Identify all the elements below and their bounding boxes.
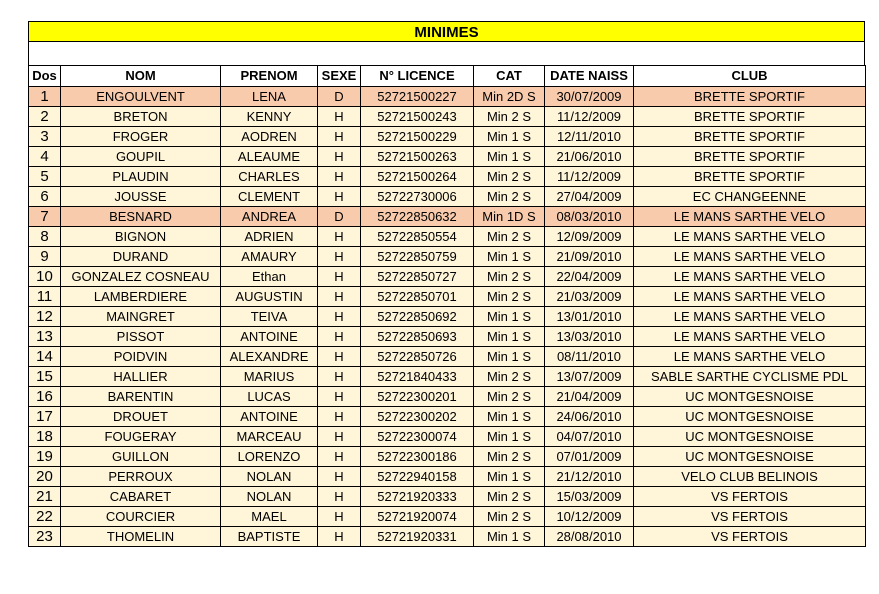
cell-prenom[interactable]: LUCAS <box>221 387 318 407</box>
cell-licence[interactable]: 52722850727 <box>361 267 474 287</box>
cell-licence[interactable]: 52722850554 <box>361 227 474 247</box>
cell-club[interactable]: BRETTE SPORTIF <box>634 87 866 107</box>
cell-date[interactable]: 07/01/2009 <box>545 447 634 467</box>
cell-club[interactable]: UC MONTGESNOISE <box>634 407 866 427</box>
cell-dos[interactable]: 7 <box>29 207 61 227</box>
table-row <box>29 387 866 407</box>
cell-cat[interactable]: Min 1 S <box>474 347 545 367</box>
cell-prenom[interactable]: ANTOINE <box>221 327 318 347</box>
cell-dos[interactable]: 15 <box>29 367 61 387</box>
cell-club[interactable]: BRETTE SPORTIF <box>634 107 866 127</box>
cell-prenom[interactable]: CLEMENT <box>221 187 318 207</box>
cell-club[interactable]: VS FERTOIS <box>634 527 866 547</box>
cell-sexe[interactable]: H <box>318 187 361 207</box>
cell-dos[interactable]: 9 <box>29 247 61 267</box>
cell-prenom[interactable]: ANTOINE <box>221 407 318 427</box>
cell-cat[interactable]: Min 1 S <box>474 467 545 487</box>
cell-nom[interactable]: DURAND <box>61 247 221 267</box>
table-row <box>29 347 866 367</box>
cell-licence[interactable]: 52722940158 <box>361 467 474 487</box>
cell-date[interactable]: 13/03/2010 <box>545 327 634 347</box>
cell-prenom[interactable]: TEIVA <box>221 307 318 327</box>
cell-date[interactable]: 21/12/2010 <box>545 467 634 487</box>
cell-nom[interactable]: GOUPIL <box>61 147 221 167</box>
cell-dos[interactable]: 21 <box>29 487 61 507</box>
cell-licence[interactable]: 52721500263 <box>361 147 474 167</box>
cell-nom[interactable]: BARENTIN <box>61 387 221 407</box>
cell-licence[interactable]: 52722850632 <box>361 207 474 227</box>
cell-date[interactable]: 12/09/2009 <box>545 227 634 247</box>
header-club[interactable]: CLUB <box>634 66 866 87</box>
cell-club[interactable]: BRETTE SPORTIF <box>634 167 866 187</box>
cell-nom[interactable]: COURCIER <box>61 507 221 527</box>
cell-cat[interactable]: Min 2 S <box>474 167 545 187</box>
cell-club[interactable]: LE MANS SARTHE VELO <box>634 347 866 367</box>
cell-date[interactable]: 10/12/2009 <box>545 507 634 527</box>
cell-sexe[interactable]: H <box>318 167 361 187</box>
cell-prenom[interactable]: MAEL <box>221 507 318 527</box>
cell-dos[interactable]: 5 <box>29 167 61 187</box>
cell-cat[interactable]: Min 1 S <box>474 127 545 147</box>
cell-nom[interactable]: ENGOULVENT <box>61 87 221 107</box>
cell-date[interactable]: 15/03/2009 <box>545 487 634 507</box>
cell-cat[interactable]: Min 2 S <box>474 367 545 387</box>
cell-cat[interactable]: Min 2 S <box>474 487 545 507</box>
cell-prenom[interactable]: ANDREA <box>221 207 318 227</box>
cell-prenom[interactable]: MARIUS <box>221 367 318 387</box>
cell-licence[interactable]: 52722850759 <box>361 247 474 267</box>
cell-date[interactable]: 30/07/2009 <box>545 87 634 107</box>
cell-licence[interactable]: 52721500264 <box>361 167 474 187</box>
cell-cat[interactable]: Min 2 S <box>474 227 545 247</box>
table-row <box>29 327 866 347</box>
sheet-title[interactable]: MINIMES <box>28 21 865 42</box>
cell-licence[interactable]: 52721920074 <box>361 507 474 527</box>
cell-sexe[interactable]: D <box>318 87 361 107</box>
cell-club[interactable]: SABLE SARTHE CYCLISME PDL <box>634 367 866 387</box>
table-body <box>29 87 866 547</box>
cell-date[interactable]: 22/04/2009 <box>545 267 634 287</box>
cell-prenom[interactable]: NOLAN <box>221 487 318 507</box>
cell-sexe[interactable]: H <box>318 147 361 167</box>
cell-club[interactable]: LE MANS SARTHE VELO <box>634 267 866 287</box>
cell-date[interactable]: 24/06/2010 <box>545 407 634 427</box>
cell-prenom[interactable]: LORENZO <box>221 447 318 467</box>
cell-prenom[interactable]: MARCEAU <box>221 427 318 447</box>
cell-licence[interactable]: 52722300201 <box>361 387 474 407</box>
cell-prenom[interactable]: AUGUSTIN <box>221 287 318 307</box>
cell-licence[interactable]: 52722850692 <box>361 307 474 327</box>
cell-sexe[interactable]: H <box>318 127 361 147</box>
cell-sexe[interactable]: H <box>318 527 361 547</box>
cell-date[interactable]: 13/01/2010 <box>545 307 634 327</box>
cell-sexe[interactable]: D <box>318 207 361 227</box>
cell-nom[interactable]: FROGER <box>61 127 221 147</box>
cell-nom[interactable]: POIDVIN <box>61 347 221 367</box>
cell-date[interactable]: 28/08/2010 <box>545 527 634 547</box>
cell-date[interactable]: 21/09/2010 <box>545 247 634 267</box>
header-sexe[interactable]: SEXE <box>318 66 361 87</box>
table-row <box>29 227 866 247</box>
cell-nom[interactable]: PISSOT <box>61 327 221 347</box>
cell-sexe[interactable]: H <box>318 407 361 427</box>
cell-licence[interactable]: 52722300202 <box>361 407 474 427</box>
cell-sexe[interactable]: H <box>318 267 361 287</box>
cell-licence[interactable]: 52721920331 <box>361 527 474 547</box>
table-row <box>29 467 866 487</box>
cell-licence[interactable]: 52721500227 <box>361 87 474 107</box>
cell-cat[interactable]: Min 1 S <box>474 527 545 547</box>
cell-club[interactable]: VS FERTOIS <box>634 507 866 527</box>
cell-prenom[interactable]: NOLAN <box>221 467 318 487</box>
cell-sexe[interactable]: H <box>318 107 361 127</box>
cell-licence[interactable]: 52722850726 <box>361 347 474 367</box>
cell-prenom[interactable]: AODREN <box>221 127 318 147</box>
cell-sexe[interactable]: H <box>318 307 361 327</box>
cell-club[interactable]: LE MANS SARTHE VELO <box>634 247 866 267</box>
cell-cat[interactable]: Min 2 S <box>474 447 545 467</box>
cell-sexe[interactable]: H <box>318 447 361 467</box>
cell-nom[interactable]: PERROUX <box>61 467 221 487</box>
cell-dos[interactable]: 17 <box>29 407 61 427</box>
cell-club[interactable]: VS FERTOIS <box>634 487 866 507</box>
table-row <box>29 507 866 527</box>
cell-sexe[interactable]: H <box>318 507 361 527</box>
cell-licence[interactable]: 52721500243 <box>361 107 474 127</box>
cell-dos[interactable]: 10 <box>29 267 61 287</box>
cell-sexe[interactable]: H <box>318 427 361 447</box>
cell-dos[interactable]: 20 <box>29 467 61 487</box>
cell-cat[interactable]: Min 2 S <box>474 507 545 527</box>
cell-dos[interactable]: 13 <box>29 327 61 347</box>
cell-nom[interactable]: THOMELIN <box>61 527 221 547</box>
cell-dos[interactable]: 3 <box>29 127 61 147</box>
header-cat[interactable]: CAT <box>474 66 545 87</box>
cell-date[interactable]: 13/07/2009 <box>545 367 634 387</box>
cell-club[interactable]: LE MANS SARTHE VELO <box>634 227 866 247</box>
cell-cat[interactable]: Min 2 S <box>474 187 545 207</box>
table-row <box>29 427 866 447</box>
cell-prenom[interactable]: AMAURY <box>221 247 318 267</box>
cell-dos[interactable]: 1 <box>29 87 61 107</box>
cell-prenom[interactable]: LENA <box>221 87 318 107</box>
cell-nom[interactable]: GUILLON <box>61 447 221 467</box>
cell-sexe[interactable]: H <box>318 227 361 247</box>
cell-cat[interactable]: Min 1 S <box>474 327 545 347</box>
cell-nom[interactable]: BIGNON <box>61 227 221 247</box>
cell-sexe[interactable]: H <box>318 247 361 267</box>
header-nom[interactable]: NOM <box>61 66 221 87</box>
cell-dos[interactable]: 18 <box>29 427 61 447</box>
cell-club[interactable]: BRETTE SPORTIF <box>634 127 866 147</box>
cell-dos[interactable]: 2 <box>29 107 61 127</box>
cell-prenom[interactable]: CHARLES <box>221 167 318 187</box>
cell-licence[interactable]: 52722300186 <box>361 447 474 467</box>
cell-prenom[interactable]: BAPTISTE <box>221 527 318 547</box>
table-row <box>29 207 866 227</box>
results-table <box>28 65 866 547</box>
table-row <box>29 87 866 107</box>
cell-club[interactable]: UC MONTGESNOISE <box>634 427 866 447</box>
cell-club[interactable]: EC CHANGEENNE <box>634 187 866 207</box>
cell-nom[interactable]: MAINGRET <box>61 307 221 327</box>
cell-cat[interactable]: Min 1 S <box>474 247 545 267</box>
cell-club[interactable]: VELO CLUB BELINOIS <box>634 467 866 487</box>
cell-prenom[interactable]: ALEAUME <box>221 147 318 167</box>
cell-date[interactable]: 08/03/2010 <box>545 207 634 227</box>
cell-dos[interactable]: 12 <box>29 307 61 327</box>
cell-sexe[interactable]: H <box>318 467 361 487</box>
cell-club[interactable]: LE MANS SARTHE VELO <box>634 207 866 227</box>
table-row <box>29 267 866 287</box>
table-row <box>29 107 866 127</box>
cell-nom[interactable]: DROUET <box>61 407 221 427</box>
cell-date[interactable]: 12/11/2010 <box>545 127 634 147</box>
header-row <box>29 66 866 87</box>
cell-date[interactable]: 11/12/2009 <box>545 107 634 127</box>
cell-dos[interactable]: 8 <box>29 227 61 247</box>
cell-prenom[interactable]: ADRIEN <box>221 227 318 247</box>
cell-licence[interactable]: 52721500229 <box>361 127 474 147</box>
cell-dos[interactable]: 19 <box>29 447 61 467</box>
table-row <box>29 447 866 467</box>
table-row <box>29 247 866 267</box>
cell-club[interactable]: LE MANS SARTHE VELO <box>634 307 866 327</box>
cell-cat[interactable]: Min 1D S <box>474 207 545 227</box>
cell-cat[interactable]: Min 2 S <box>474 287 545 307</box>
cell-dos[interactable]: 11 <box>29 287 61 307</box>
cell-cat[interactable]: Min 2 S <box>474 387 545 407</box>
cell-club[interactable]: BRETTE SPORTIF <box>634 147 866 167</box>
table-row <box>29 147 866 167</box>
cell-date[interactable]: 11/12/2009 <box>545 167 634 187</box>
cell-nom[interactable]: JOUSSE <box>61 187 221 207</box>
cell-date[interactable]: 21/03/2009 <box>545 287 634 307</box>
cell-licence[interactable]: 52722850693 <box>361 327 474 347</box>
table-row <box>29 407 866 427</box>
cell-nom[interactable]: PLAUDIN <box>61 167 221 187</box>
cell-cat[interactable]: Min 2 S <box>474 267 545 287</box>
cell-licence[interactable]: 52722850701 <box>361 287 474 307</box>
empty-row[interactable] <box>28 42 865 65</box>
cell-nom[interactable]: HALLIER <box>61 367 221 387</box>
cell-date[interactable]: 21/04/2009 <box>545 387 634 407</box>
cell-dos[interactable]: 22 <box>29 507 61 527</box>
cell-club[interactable]: LE MANS SARTHE VELO <box>634 287 866 307</box>
cell-cat[interactable]: Min 1 S <box>474 307 545 327</box>
header-date[interactable]: DATE NAISS <box>545 66 634 87</box>
cell-dos[interactable]: 4 <box>29 147 61 167</box>
cell-sexe[interactable]: H <box>318 487 361 507</box>
header-prenom[interactable]: PRENOM <box>221 66 318 87</box>
cell-dos[interactable]: 16 <box>29 387 61 407</box>
table-row <box>29 307 866 327</box>
cell-cat[interactable]: Min 2 S <box>474 107 545 127</box>
cell-dos[interactable]: 6 <box>29 187 61 207</box>
cell-nom[interactable]: CABARET <box>61 487 221 507</box>
cell-cat[interactable]: Min 1 S <box>474 407 545 427</box>
cell-nom[interactable]: GONZALEZ COSNEAU <box>61 267 221 287</box>
cell-nom[interactable]: BRETON <box>61 107 221 127</box>
cell-licence[interactable]: 52721840433 <box>361 367 474 387</box>
spreadsheet <box>28 21 865 547</box>
cell-sexe[interactable]: H <box>318 347 361 367</box>
table-row <box>29 287 866 307</box>
cell-nom[interactable]: BESNARD <box>61 207 221 227</box>
cell-club[interactable]: LE MANS SARTHE VELO <box>634 327 866 347</box>
cell-nom[interactable]: FOUGERAY <box>61 427 221 447</box>
cell-licence[interactable]: 52722730006 <box>361 187 474 207</box>
header-dos[interactable]: Dos <box>29 66 61 87</box>
cell-sexe[interactable]: H <box>318 287 361 307</box>
table-row <box>29 187 866 207</box>
header-licence[interactable]: N° LICENCE <box>361 66 474 87</box>
table-row <box>29 367 866 387</box>
table-row <box>29 487 866 507</box>
cell-club[interactable]: UC MONTGESNOISE <box>634 447 866 467</box>
table-row <box>29 167 866 187</box>
cell-sexe[interactable]: H <box>318 387 361 407</box>
cell-date[interactable]: 08/11/2010 <box>545 347 634 367</box>
cell-date[interactable]: 21/06/2010 <box>545 147 634 167</box>
cell-cat[interactable]: Min 2D S <box>474 87 545 107</box>
cell-cat[interactable]: Min 1 S <box>474 147 545 167</box>
cell-prenom[interactable]: KENNY <box>221 107 318 127</box>
cell-prenom[interactable]: Ethan <box>221 267 318 287</box>
cell-licence[interactable]: 52722300074 <box>361 427 474 447</box>
cell-licence[interactable]: 52721920333 <box>361 487 474 507</box>
cell-nom[interactable]: LAMBERDIERE <box>61 287 221 307</box>
cell-date[interactable]: 27/04/2009 <box>545 187 634 207</box>
cell-sexe[interactable]: H <box>318 327 361 347</box>
cell-prenom[interactable]: ALEXANDRE <box>221 347 318 367</box>
cell-sexe[interactable]: H <box>318 367 361 387</box>
cell-dos[interactable]: 14 <box>29 347 61 367</box>
cell-dos[interactable]: 23 <box>29 527 61 547</box>
cell-date[interactable]: 04/07/2010 <box>545 427 634 447</box>
cell-cat[interactable]: Min 1 S <box>474 427 545 447</box>
cell-club[interactable]: UC MONTGESNOISE <box>634 387 866 407</box>
table-row <box>29 127 866 147</box>
table-row <box>29 527 866 547</box>
